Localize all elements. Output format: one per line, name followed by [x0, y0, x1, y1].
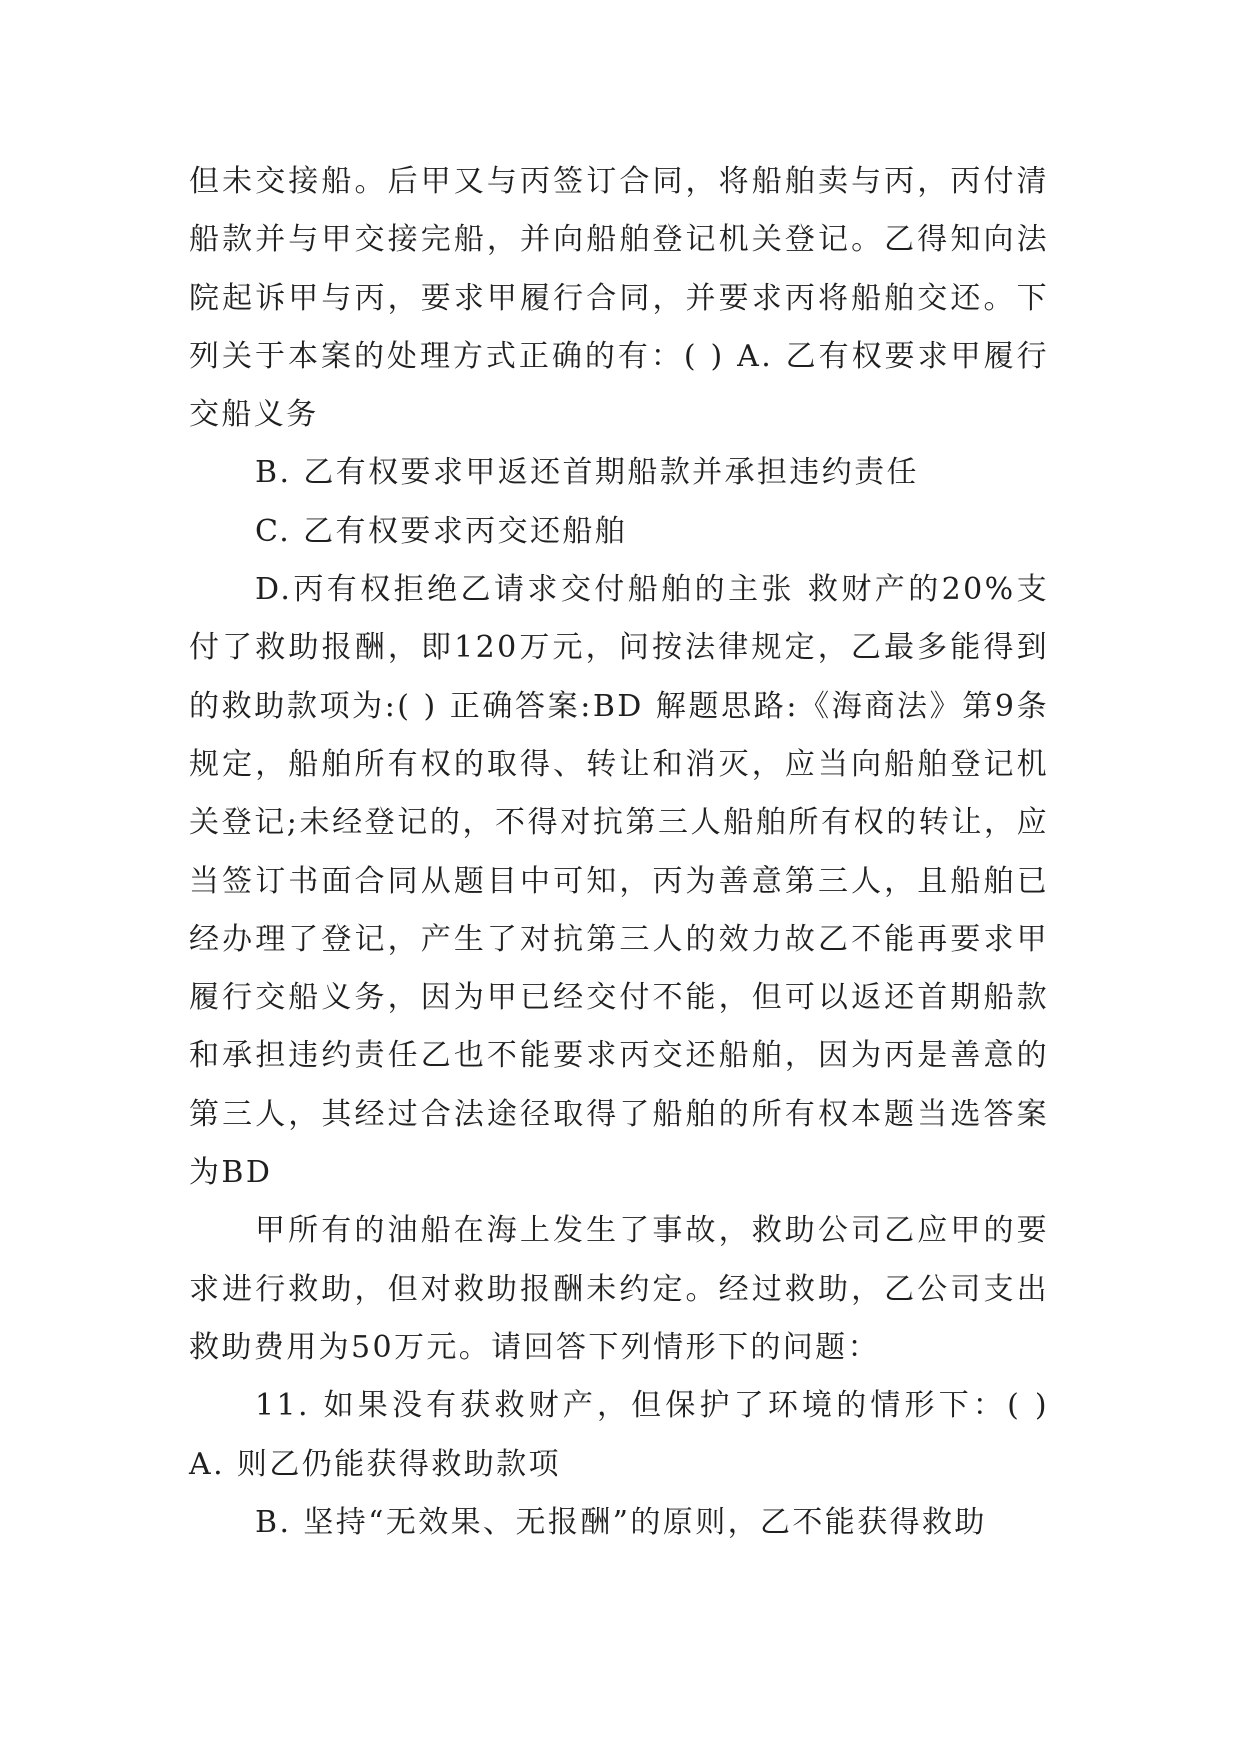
document-page [189, 153, 1049, 1552]
paragraph-salvage-case: 甲所有的油船在海上发生了事故，救助公司乙应甲的要求进行救助，但对救助报酬未约定。经过救助，乙公司支出救助费用为50万元。请回答下列情形下的问题： [189, 1213, 1049, 1365]
paragraph-question-11: 11. 如果没有获救财产，但保护了环境的情形下：( ) A. 则乙仍能获得救助款项 [189, 1388, 1049, 1482]
paragraph-option-b: B. 乙有权要求甲返还首期船款并承担违约责任 [255, 455, 919, 491]
paragraph-question-context: 但未交接船。后甲又与丙签订合同，将船舶卖与丙，丙付清船款并与甲交接完船，并向船舶登记机关登记。乙得知向法院起诉甲与丙，要求甲履行合同，并要求丙将船舶交还。下列关于本案的处理方式正确的有：( ) A. 乙有权要求甲履行交船义务 [189, 164, 1049, 433]
paragraph-option-d-and-answer: D.丙有权拒绝乙请求交付船舶的主张 救财产的20%支付了救助报酬，即120万元，问按法律规定，乙最多能得到的救助款项为:( ) 正确答案:BD 解题思路:《海商法》第9条规定，船舶所有权的取得、转让和消灭，应当向船舶登记机关登记;未经登记的，不得对抗第三人船舶所有权的转让，应当签订书面合同从题目中可知，丙为善意第三人，且船舶已经办理了登记，产生了对抗第三人的效力故乙不能再要求甲履行交船义务，因为甲已经交付不能，但可以返还首期船款和承担违约责任乙也不能要求丙交还船舶，因为丙是善意的第三人，其经过合法途径取得了船舶的所有权本题当选答案为BD [189, 572, 1049, 1191]
paragraph-option-c: C. 乙有权要求丙交还船舶 [255, 513, 628, 549]
paragraph-question-11-option-b: B. 坚持“无效果、无报酬”的原则，乙不能获得救助 [255, 1504, 987, 1540]
